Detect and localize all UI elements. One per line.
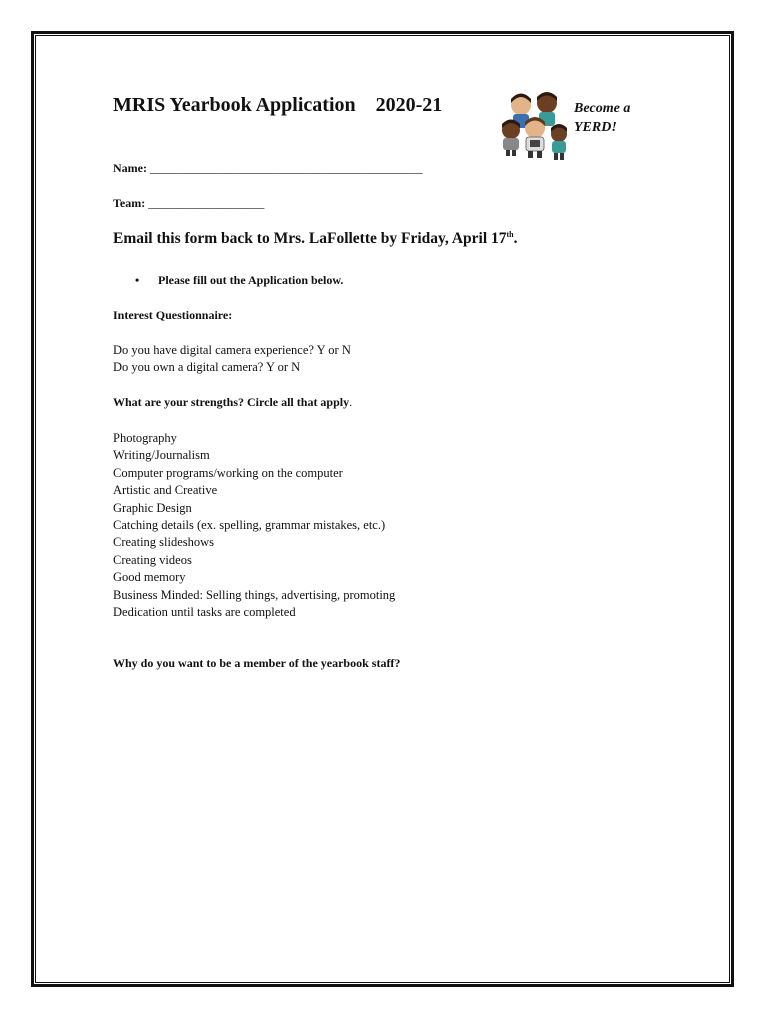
- form-title-text: MRIS Yearbook Application: [113, 94, 356, 116]
- strengths-list: [113, 430, 395, 621]
- bullet-item: [135, 273, 343, 288]
- bullet-text: Please fill out the Application below.: [158, 273, 344, 287]
- team-blank-line[interactable]: ____________________: [148, 196, 265, 210]
- question-own-camera: Do you own a digital camera? Y or N: [113, 360, 301, 374]
- tagline-line-2: YERD!: [574, 120, 617, 135]
- strength-item[interactable]: Catching details (ex. spelling, grammar mistakes, etc.): [113, 518, 386, 533]
- instruction-text: Email this form back to Mrs. LaFollette by Friday, April 17: [113, 230, 507, 248]
- cartoon-students-clipart: [499, 90, 571, 164]
- strengths-heading: [113, 395, 352, 410]
- strength-item[interactable]: Artistic and Creative: [113, 483, 218, 498]
- strength-item[interactable]: Graphic Design: [113, 500, 192, 515]
- why-join-question: Why do you want to be a member of the yearbook staff?: [113, 656, 401, 670]
- instruction-ordinal: th: [506, 230, 514, 239]
- strengths-heading-period: .: [349, 395, 353, 409]
- email-instruction: [113, 230, 518, 248]
- team-label: Team:: [113, 196, 146, 210]
- tagline-line-1: Become a: [574, 101, 631, 116]
- strength-item[interactable]: Photography: [113, 431, 177, 445]
- interest-questionnaire-heading: Interest Questionnaire:: [113, 308, 233, 322]
- bullet-icon: •: [135, 273, 140, 287]
- instruction-period: .: [513, 230, 518, 248]
- name-field[interactable]: [113, 161, 423, 176]
- name-label: Name:: [113, 161, 147, 175]
- strength-item[interactable]: Creating slideshows: [113, 535, 215, 550]
- form-title: [113, 94, 442, 117]
- question-camera-experience: Do you have digital camera experience? Y or N: [113, 343, 351, 357]
- strength-item[interactable]: Dedication until tasks are completed: [113, 605, 296, 620]
- form-year: 2020-21: [375, 94, 443, 116]
- name-blank-line[interactable]: _______________________________________________: [149, 161, 423, 175]
- strengths-heading-text: What are your strengths? Circle all that apply: [113, 395, 350, 409]
- tagline: [574, 99, 630, 137]
- strength-item[interactable]: Business Minded: Selling things, advertising, promoting: [113, 587, 396, 602]
- strength-item[interactable]: Writing/Journalism: [113, 448, 210, 463]
- team-field[interactable]: [113, 196, 264, 211]
- strength-item[interactable]: Computer programs/working on the computer: [113, 465, 343, 480]
- strength-item[interactable]: Good memory: [113, 570, 186, 585]
- strength-item[interactable]: Creating videos: [113, 552, 192, 567]
